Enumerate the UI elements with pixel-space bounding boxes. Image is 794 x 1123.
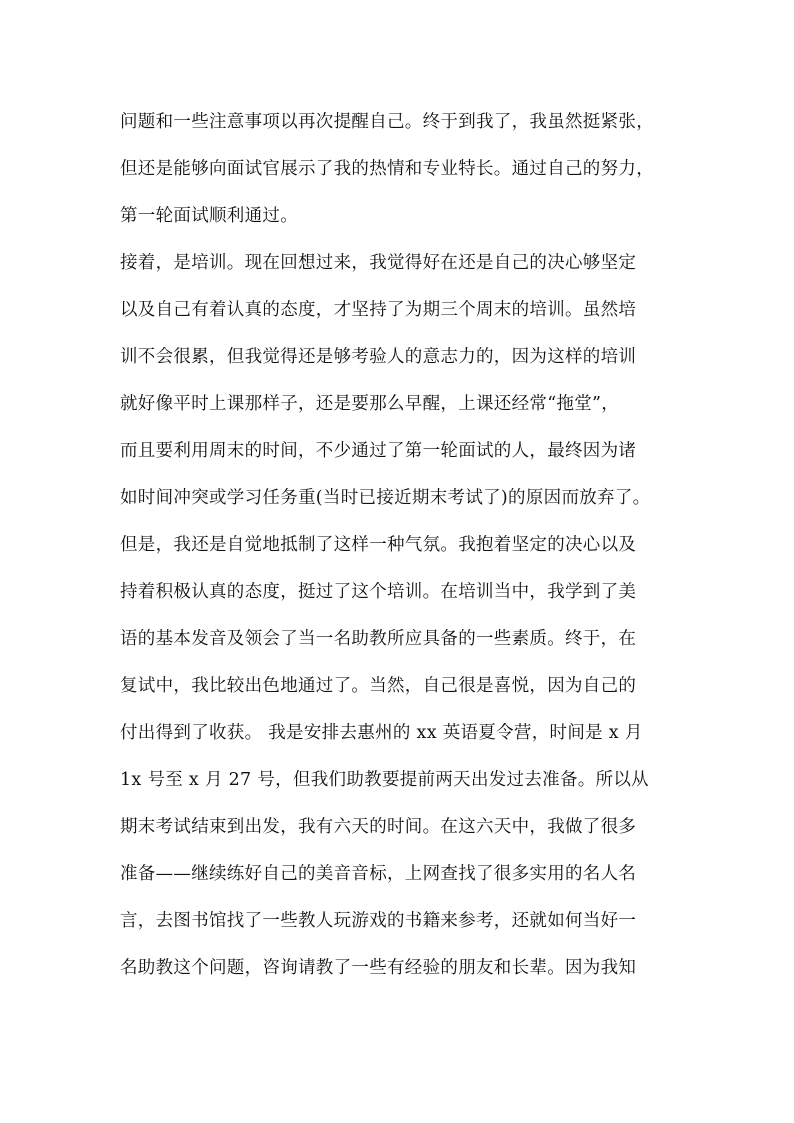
text-line: 但是，我还是自觉地抵制了这样一种气氛。我抱着坚定的决心以及: [120, 535, 637, 555]
text-line: 持着积极认真的态度，挺过了这个培训。在培训当中，我学到了美: [120, 582, 637, 602]
text-line: 但还是能够向面试官展示了我的热情和专业特长。通过自己的努力，: [120, 159, 654, 179]
text-line: 接着，是培训。现在回想过来，我觉得好在还是自己的决心够坚定: [120, 253, 637, 273]
text-line: 第一轮面试顺利通过。: [120, 206, 298, 226]
text-line: 期末考试结束到出发，我有六天的时间。在这六天中，我做了很多: [120, 817, 637, 837]
text-line: 以及自己有着认真的态度，才坚持了为期三个周末的培训。虽然培: [120, 300, 637, 320]
text-line: 复试中，我比较出色地通过了。当然，自己很是喜悦，因为自己的: [120, 676, 637, 696]
text-line: 而且要利用周末的时间，不少通过了第一轮面试的人，最终因为诸: [120, 441, 637, 461]
text-line: 付出得到了收获。 我是安排去惠州的 xx 英语夏令营，时间是 x 月: [120, 723, 643, 743]
text-line: 就好像平时上课那样子，还是要那么早醒，上课还经常“拖堂”，: [120, 394, 620, 414]
text-line: 1x 号至 x 月 27 号，但我们助教要提前两天出发过去准备。所以从: [120, 770, 649, 790]
text-line: 准备——继续练好自己的美音音标，上网查找了很多实用的名人名: [120, 864, 637, 884]
text-line: 如时间冲突或学习任务重(当时已接近期末考试了)的原因而放弃了。: [120, 488, 651, 508]
text-line: 语的基本发音及领会了当一名助教所应具备的一些素质。终于，在: [120, 629, 637, 649]
text-line: 名助教这个问题，咨询请教了一些有经验的朋友和长辈。因为我知: [120, 958, 637, 978]
text-line: 训不会很累，但我觉得还是够考验人的意志力的，因为这样的培训: [120, 347, 637, 367]
text-line: 问题和一些注意事项以再次提醒自己。终于到我了，我虽然挺紧张，: [120, 112, 654, 132]
text-line: 言，去图书馆找了一些教人玩游戏的书籍来参考，还就如何当好一: [120, 911, 637, 931]
